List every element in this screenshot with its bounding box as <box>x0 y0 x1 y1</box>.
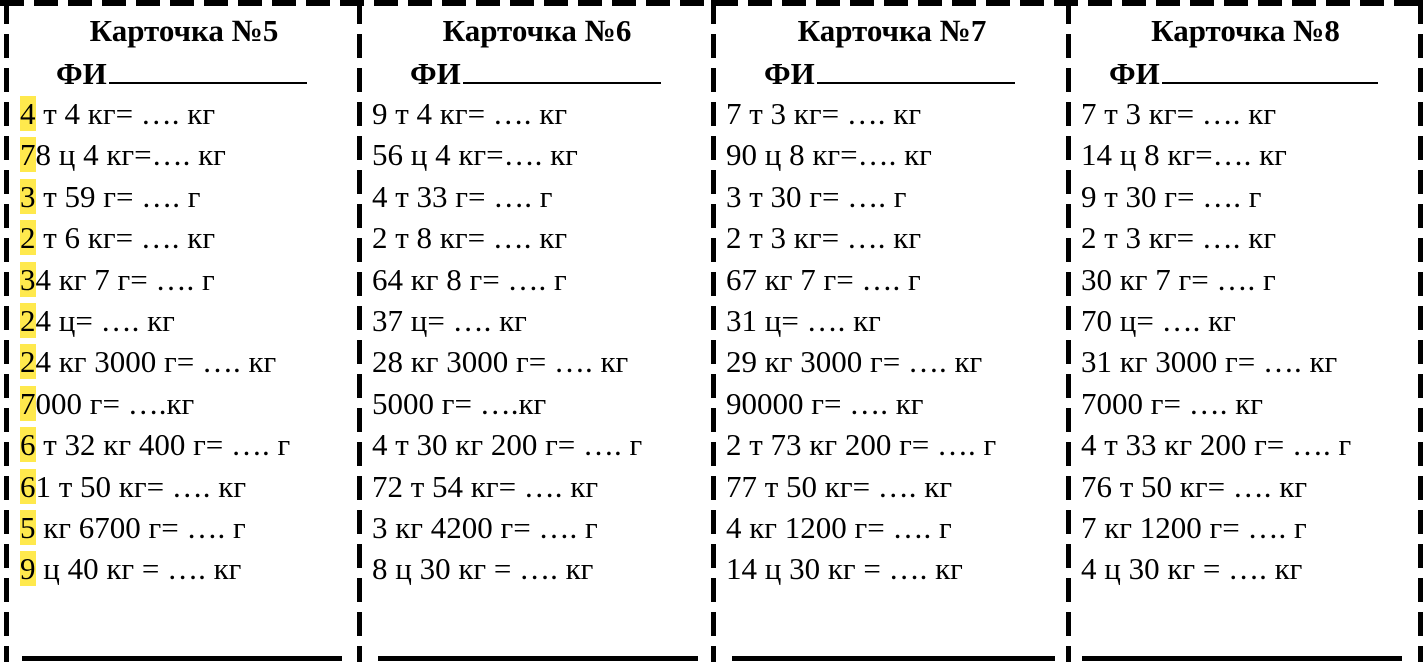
task-line <box>20 260 215 300</box>
name-field <box>410 54 661 94</box>
name-blank-line <box>463 54 661 84</box>
task-text: 77 т 50 кг= …. кг <box>726 468 953 504</box>
task-text: 90 ц 8 кг=…. кг <box>726 137 932 173</box>
highlighted-digit: 6 <box>20 427 36 463</box>
task-text: 2 т 3 кг= …. кг <box>1081 220 1277 256</box>
task-line <box>372 342 628 382</box>
highlighted-digit: 6 <box>20 468 36 504</box>
card-5 <box>12 0 356 656</box>
task-line <box>372 508 598 548</box>
task-line <box>20 508 246 548</box>
task-line <box>20 549 241 589</box>
task-text: 4 ц= …. кг <box>35 303 175 338</box>
task-line <box>20 384 194 424</box>
highlighted-digit: 9 <box>20 551 36 587</box>
name-blank-line <box>1162 54 1378 84</box>
task-line <box>726 467 952 507</box>
task-line <box>1081 135 1287 175</box>
task-line <box>726 135 932 175</box>
task-line <box>372 425 642 465</box>
name-label: ФИ <box>410 56 461 91</box>
task-line <box>1081 467 1307 507</box>
task-text: 4 ц 30 кг = …. кг <box>1081 551 1303 587</box>
card-6 <box>364 0 710 656</box>
task-text: 2 т 3 кг= …. кг <box>726 220 922 256</box>
task-line <box>372 467 598 507</box>
task-line <box>726 549 963 589</box>
task-line <box>726 301 881 341</box>
highlighted-digit: 4 <box>20 96 36 131</box>
task-line <box>20 425 290 465</box>
task-text: кг 6700 г= …. г <box>35 510 246 545</box>
task-line <box>1081 425 1351 465</box>
task-text: 000 г= ….кг <box>35 385 195 421</box>
task-text: 31 ц= …. кг <box>726 303 881 338</box>
name-field <box>56 54 307 94</box>
task-line <box>726 218 921 258</box>
task-line <box>1081 301 1236 341</box>
task-text: 3 т 30 г= …. г <box>726 178 907 214</box>
task-line <box>1081 177 1261 217</box>
highlighted-digit: 2 <box>20 344 36 380</box>
highlighted-digit: 2 <box>20 220 36 256</box>
task-text: 9 т 4 кг= …. кг <box>372 96 568 131</box>
task-text: 14 ц 30 кг = …. кг <box>726 551 963 587</box>
name-field <box>1109 54 1378 94</box>
task-line <box>372 94 567 134</box>
name-label: ФИ <box>1109 56 1160 91</box>
task-text: 8 ц 30 кг = …. кг <box>372 551 594 587</box>
task-text: 67 кг 7 г= …. г <box>726 261 921 297</box>
card-title: Карточка №8 <box>1151 13 1340 48</box>
task-text: 4 т 33 кг 200 г= …. г <box>1081 427 1352 463</box>
highlighted-digit: 3 <box>20 178 36 214</box>
name-blank-line <box>817 54 1015 84</box>
card-title: Карточка №6 <box>442 13 632 48</box>
task-line <box>726 260 921 300</box>
task-text: 4 кг 1200 г= …. г <box>726 510 952 545</box>
card-title: Карточка №5 <box>89 13 279 48</box>
task-line <box>726 384 923 424</box>
task-text: 3 кг 4200 г= …. г <box>372 510 598 545</box>
task-line <box>20 177 200 217</box>
task-text: 4 кг 3000 г= …. кг <box>35 344 277 380</box>
task-line <box>1081 508 1307 548</box>
task-text: 28 кг 3000 г= …. кг <box>372 344 629 380</box>
highlighted-digit: 7 <box>20 137 36 173</box>
card-title: Карточка №7 <box>797 13 987 48</box>
name-label: ФИ <box>56 56 107 91</box>
task-line <box>726 94 921 134</box>
task-text: 9 т 30 г= …. г <box>1081 178 1262 214</box>
card-7 <box>718 0 1066 656</box>
task-line <box>1081 342 1337 382</box>
cut-line-right <box>1418 0 1423 662</box>
task-line <box>20 467 246 507</box>
task-text: 72 т 54 кг= …. кг <box>372 468 599 504</box>
task-text: 4 т 30 кг 200 г= …. г <box>372 427 643 463</box>
task-line <box>20 342 276 382</box>
task-text: т 32 кг 400 г= …. г <box>35 427 291 463</box>
card-8 <box>1073 0 1418 656</box>
task-line <box>726 425 996 465</box>
task-text: 31 кг 3000 г= …. кг <box>1081 344 1338 380</box>
task-text: 76 т 50 кг= …. кг <box>1081 468 1308 504</box>
cut-line-left <box>4 0 9 662</box>
task-line <box>372 218 567 258</box>
highlighted-digit: 3 <box>20 261 36 297</box>
task-text: 8 ц 4 кг=…. кг <box>35 137 226 173</box>
task-line <box>1081 549 1302 589</box>
task-text: 1 т 50 кг= …. кг <box>35 468 247 504</box>
task-text: 70 ц= …. кг <box>1081 303 1236 338</box>
task-line <box>20 94 215 134</box>
task-text: 14 ц 8 кг=…. кг <box>1081 137 1287 173</box>
task-line <box>1081 218 1276 258</box>
task-line <box>1081 94 1276 134</box>
task-text: 7 кг 1200 г= …. г <box>1081 510 1307 545</box>
task-line <box>1081 384 1263 424</box>
bottom-line-4 <box>1082 656 1402 661</box>
task-text: 4 т 33 г= …. г <box>372 178 553 214</box>
task-line <box>726 177 906 217</box>
cut-line-2 <box>711 0 716 662</box>
name-field <box>764 54 1015 94</box>
task-line <box>20 301 175 341</box>
cut-line-3 <box>1066 0 1071 662</box>
task-line <box>372 260 567 300</box>
task-line <box>1081 260 1276 300</box>
task-line <box>726 342 982 382</box>
task-text: 90000 г= …. кг <box>726 385 924 421</box>
task-text: т 4 кг= …. кг <box>35 96 216 131</box>
bottom-line-1 <box>22 656 342 661</box>
cut-line-1 <box>357 0 362 662</box>
task-text: 2 т 73 кг 200 г= …. г <box>726 427 997 463</box>
name-label: ФИ <box>764 56 815 91</box>
task-line <box>726 508 952 548</box>
task-text: 5000 г= ….кг <box>372 385 547 421</box>
task-text: 30 кг 7 г= …. г <box>1081 261 1276 297</box>
task-line <box>372 301 527 341</box>
task-text: 4 кг 7 г= …. г <box>35 261 215 297</box>
task-text: 64 кг 8 г= …. г <box>372 261 567 297</box>
bottom-line-2 <box>378 656 698 661</box>
task-text: 56 ц 4 кг=…. кг <box>372 137 578 173</box>
task-line <box>372 177 552 217</box>
name-blank-line <box>109 54 307 84</box>
task-text: т 59 г= …. г <box>35 178 201 214</box>
highlighted-digit: 2 <box>20 303 36 338</box>
task-text: т 6 кг= …. кг <box>35 220 216 256</box>
highlighted-digit: 7 <box>20 385 36 421</box>
task-line <box>20 218 215 258</box>
task-line <box>20 135 226 175</box>
task-text: 7 т 3 кг= …. кг <box>726 96 922 131</box>
task-line <box>372 384 546 424</box>
task-text: 29 кг 3000 г= …. кг <box>726 344 983 380</box>
task-text: ц 40 кг = …. кг <box>35 551 242 587</box>
task-text: 37 ц= …. кг <box>372 303 527 338</box>
task-text: 7000 г= …. кг <box>1081 385 1263 421</box>
task-text: 2 т 8 кг= …. кг <box>372 220 568 256</box>
task-text: 7 т 3 кг= …. кг <box>1081 96 1277 131</box>
bottom-line-3 <box>732 656 1055 661</box>
highlighted-digit: 5 <box>20 510 36 545</box>
task-line <box>372 549 593 589</box>
task-line <box>372 135 578 175</box>
